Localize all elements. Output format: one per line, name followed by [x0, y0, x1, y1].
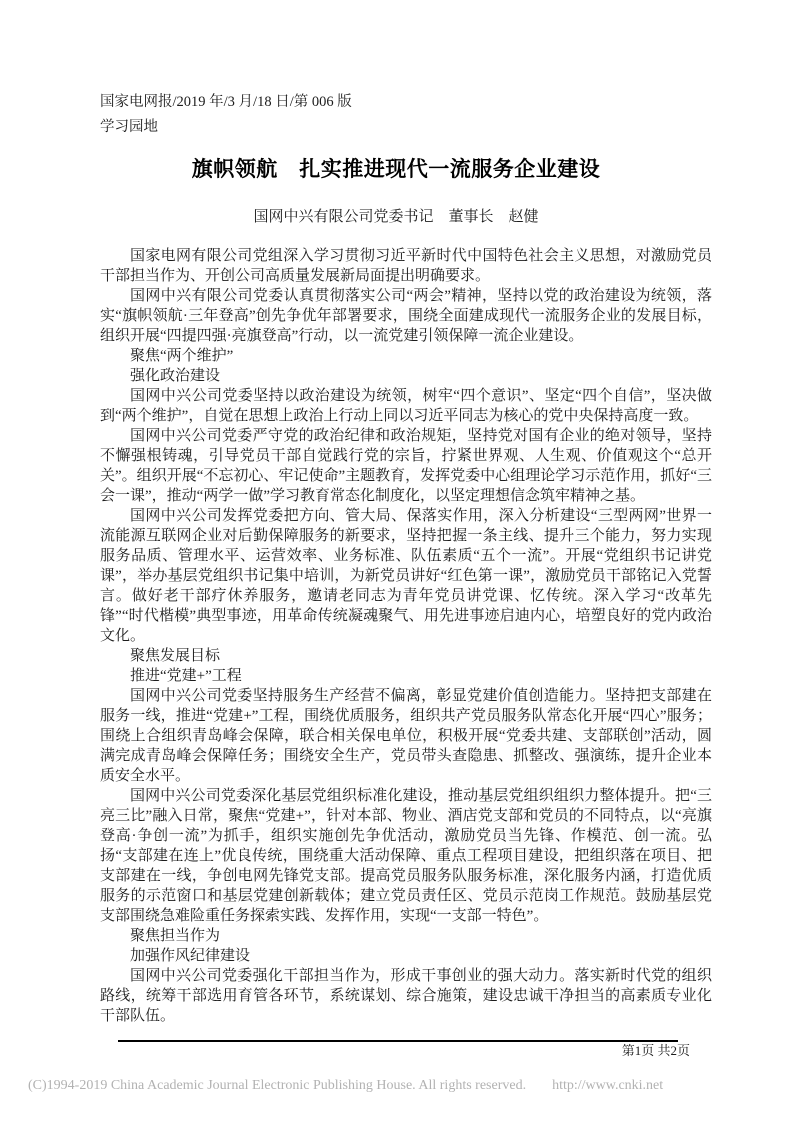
section-heading: 推进“党建+”工程	[130, 668, 242, 684]
source-info: 国家电网报/2019 年/3 月/18 日/第 006 版	[100, 94, 352, 110]
section-heading: 聚焦发展目标	[130, 648, 221, 664]
page-indicator: 第1页 共2页	[621, 1043, 690, 1058]
section-heading: 强化政治建设	[130, 368, 221, 384]
copyright-text: (C)1994-2019 China Academic Journal Electronic Publishing House. All rights reserved.	[28, 1078, 527, 1093]
paragraph: 国网中兴公司党委强化干部担当作为，形成干事创业的强大动力。落实新时代党的组织路线，统筹干部选用育管各环节，系统谋划、综合施策，建设忠诚干净担当的高素质专业化干部队伍。	[100, 968, 712, 1024]
section-heading: 聚焦“两个维护”	[130, 348, 234, 364]
paragraph: 国网中兴公司发挥党委把方向、管大局、保落实作用，深入分析建设“三型两网”世界一流能源互联网企业对后勤保障服务的新要求，坚持把握一条主线、提升三个能力，努力实现服务品质、管理水平、运营效率、业务标准、队伍素质“五个一流”。开展“党组织书记讲党课”，举办基层党组织书记集中培训，为新党员讲好“红色第一课”，激励党员干部铭记入党誓言。做好老干部疗休养服务，邀请老同志为青年党员讲党课、忆传统。深入学习“改革先锋”“时代楷模”典型事迹，用革命传统凝魂聚气、用先进事迹启迪内心，培塑良好的党内政治文化。	[100, 508, 712, 644]
paragraph: 国网中兴公司党委坚持服务生产经营不偏离，彰显党建价值创造能力。坚持把支部建在服务一线，推进“党建+”工程，围绕优质服务，组织共产党员服务队常态化开展“四心”服务；围绕上合组织青岛峰会保障，联合相关保电单位，积极开展“党委共建、支部联创”活动，圆满完成青岛峰会保障任务；围绕安全生产，党员带头查隐患、抓整改、强演练，提升企业本质安全水平。	[100, 688, 712, 784]
footer-divider	[118, 1040, 678, 1042]
section-heading: 加强作风纪律建设	[130, 948, 251, 964]
article-body	[100, 246, 712, 1026]
document-header	[100, 90, 712, 140]
paragraph: 国家电网有限公司党组深入学习贯彻习近平新时代中国特色社会主义思想，对激励党员干部担当作为、开创公司高质量发展新局面提出明确要求。	[100, 248, 712, 284]
cnki-url: http://www.cnki.net	[552, 1078, 664, 1093]
paragraph: 国网中兴公司党委深化基层党组织标准化建设，推动基层党组织组织力整体提升。把“三亮三比”融入日常，聚焦“党建+”，针对本部、物业、酒店党支部和党员的不同特点，以“亮旗登高·争创一流”为抓手，组织实施创先争优活动，激励党员当先锋、作模范、创一流。弘扬“支部建在连上”优良传统，围绕重大活动保障、重点工程项目建设，把组织落在项目、把支部建在一线，争创电网先锋党支部。提高党员服务队服务标准，深化服务内涵，打造优质服务的示范窗口和基层党建创新载体；建立党员责任区、党员示范岗工作规范。鼓励基层党支部围绕急难险重任务探索实践、发挥作用，实现“一支部一特色”。	[100, 788, 712, 924]
paragraph: 国网中兴公司党委严守党的政治纪律和政治规矩，坚持党对国有企业的绝对领导，坚持不懈强根铸魂，引导党员干部自觉践行党的宗旨，拧紧世界观、人生观、价值观这个“总开关”。组织开展“不忘初心、牢记使命”主题教育，发挥党委中心组理论学习示范作用，抓好“三会一课”，推动“两学一做”学习教育常态化制度化，以坚定理想信念筑牢精神之基。	[100, 428, 712, 504]
paragraph: 国网中兴公司党委坚持以政治建设为统领，树牢“四个意识”、坚定“四个自信”，坚决做到“两个维护”，自觉在思想上政治上行动上同以习近平同志为核心的党中央保持高度一致。	[100, 388, 712, 424]
paragraph: 国网中兴有限公司党委认真贯彻落实公司“两会”精神，坚持以党的政治建设为统领，落实“旗帜领航·三年登高”创先争优年部署要求，围绕全面建成现代一流服务企业的发展目标，组织开展“四提四强·亮旗登高”行动，以一流党建引领保障一流企业建设。	[100, 288, 712, 344]
article-byline: 国网中兴有限公司党委书记 董事长 赵健	[253, 209, 539, 225]
article-title: 旗帜领航 扎实推进现代一流服务企业建设	[191, 157, 601, 181]
copyright-notice	[28, 1076, 768, 1096]
column-name: 学习园地	[100, 119, 158, 135]
section-heading: 聚焦担当作为	[130, 928, 221, 944]
